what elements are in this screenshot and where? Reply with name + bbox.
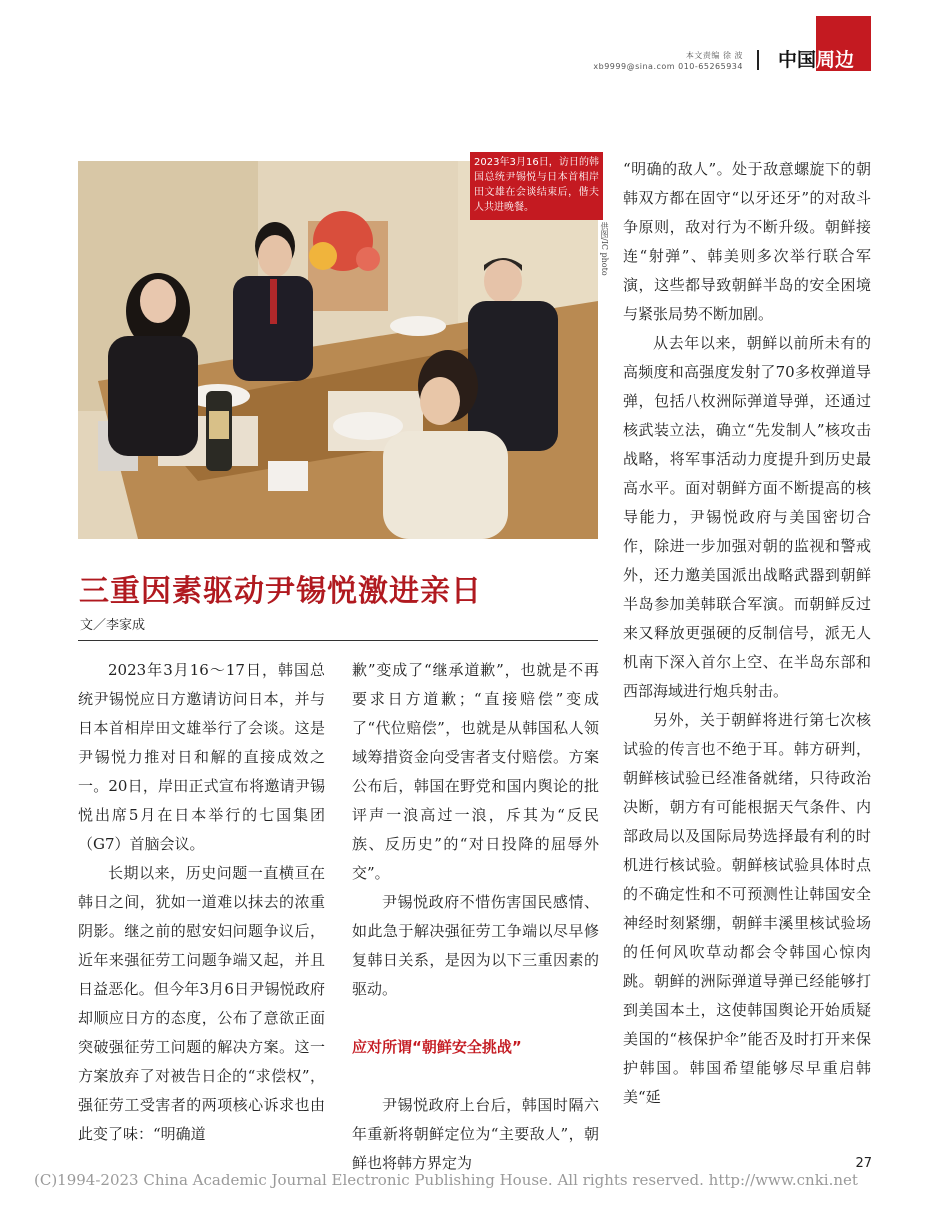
page-number: 27 [855, 1156, 872, 1171]
paragraph: 尹锡悦政府上台后，韩国时隔六年重新将朝鲜定位为“主要敌人”，朝鲜也将韩方界定为 [352, 1096, 599, 1172]
paragraph: 另外，关于朝鲜将进行第七次核试验的传言也不绝于耳。韩方研判，朝鲜核试验已经准备就绪，只待政治决断，朝方有可能根据天气条件、内部政局以及国际局势选择最有利的时机进行核试验。朝鲜核试验具体时点的不确定性和不可预测性让韩国安全神经时刻紧绷，朝鲜丰溪里核试验场的任何风吹草动都会令韩国心惊肉跳。朝鲜的洲际弹道导弹已经能够打到美国本土，这使韩国舆论开始质疑美国的“核保护伞”能否及时打开来保护韩国。韩国希望能够尽早重启韩美“延 [623, 711, 871, 1106]
paragraph-continued: 歉”变成了“继承道歉”，也就是不再要求日方道歉；“直接赔偿”变成了“代位赔偿”，也就是从韩国私人领域筹措资金向受害者支付赔偿。方案公布后，韩国在野党和国内舆论的批评声一浪高过一浪，斥其为“反民族、反历史”的“对日投降的屈辱外交”。 [352, 661, 599, 882]
article-title: 三重因素驱动尹锡悦激进亲日 [79, 574, 482, 609]
paragraph: 尹锡悦政府不惜伤害国民感情、如此急于解决强征劳工争端以尽早修复韩日关系，是因为以下三重因素的驱动。 [352, 893, 599, 998]
header-divider [757, 50, 759, 70]
article-byline: 文／李家成 [80, 618, 146, 633]
photo-credit: 供图/IC photo [600, 222, 609, 276]
column-3 [623, 155, 871, 1112]
paragraph-continued: “明确的敌人”。处于敌意螺旋下的朝韩双方都在固守“以牙还牙”的对敌斗争原则，敌对行为不断升级。朝鲜接连“射弹”、韩美则多次举行联合军演，这些都导致朝鲜半岛的安全困境与紧张局势不断加剧。 [623, 160, 871, 323]
paragraph: 从去年以来，朝鲜以前所未有的高频度和高强度发射了70多枚弹道导弹，包括八枚洲际弹道导弹，还通过核武装立法，确立“先发制人”核攻击战略，将军事活动力度提升到历史最高水平。面对朝鲜方面不断提高的核导能力，尹锡悦政府与美国密切合作，除进一步加强对朝的监视和警戒外，还力邀美国派出战略武器到朝鲜半岛参加美韩联合军演。而朝鲜反过来又释放更强硬的反制信号，派无人机南下深入首尔上空、在半岛东部和西部海域进行炮兵射击。 [623, 334, 871, 700]
photo-caption: 2023年3月16日，访日的韩国总统尹锡悦与日本首相岸田文雄在会谈结束后，偕夫人共进晚餐。 [470, 152, 603, 220]
editor-line: 本文责编 徐 波 [685, 51, 743, 60]
brand-black-text: 中国 [778, 49, 817, 71]
paragraph: 长期以来，历史问题一直横亘在韩日之间，犹如一道难以抹去的浓重阴影。继之前的慰安妇问题争议后，近年来强征劳工问题争端又起，并且日益恶化。但今年3月6日尹锡悦政府却顺应日方的态度，公布了意欲正面突破强征劳工问题的解决方案。这一方案放弃了对被告日企的“求偿权”，强征劳工受害者的两项核心诉求也由此变了味：“明确道 [78, 864, 325, 1143]
column-1 [78, 656, 325, 1149]
section-subhead: 应对所谓“朝鲜安全挑战” [352, 1038, 522, 1056]
brand-white-text: 周边 [816, 49, 855, 71]
title-rule [78, 640, 598, 641]
copyright-watermark: (C)1994-2023 China Academic Journal Electronic Publishing House. All rights reserved. http://www.cnki.net [34, 1171, 858, 1189]
editor-info [523, 50, 743, 72]
contact-line: xb9999@sina.com 010-65265934 [593, 62, 743, 71]
column-2 [352, 656, 599, 1178]
paragraph: 2023年3月16～17日，韩国总统尹锡悦应日方邀请访问日本，并与日本首相岸田文雄举行了会谈。这是尹锡悦力推对日和解的直接成效之一。20日，岸田正式宣布将邀请尹锡悦出席5月在日本举行的七国集团（G7）首脑会议。 [78, 661, 325, 853]
section-brand [778, 47, 854, 73]
